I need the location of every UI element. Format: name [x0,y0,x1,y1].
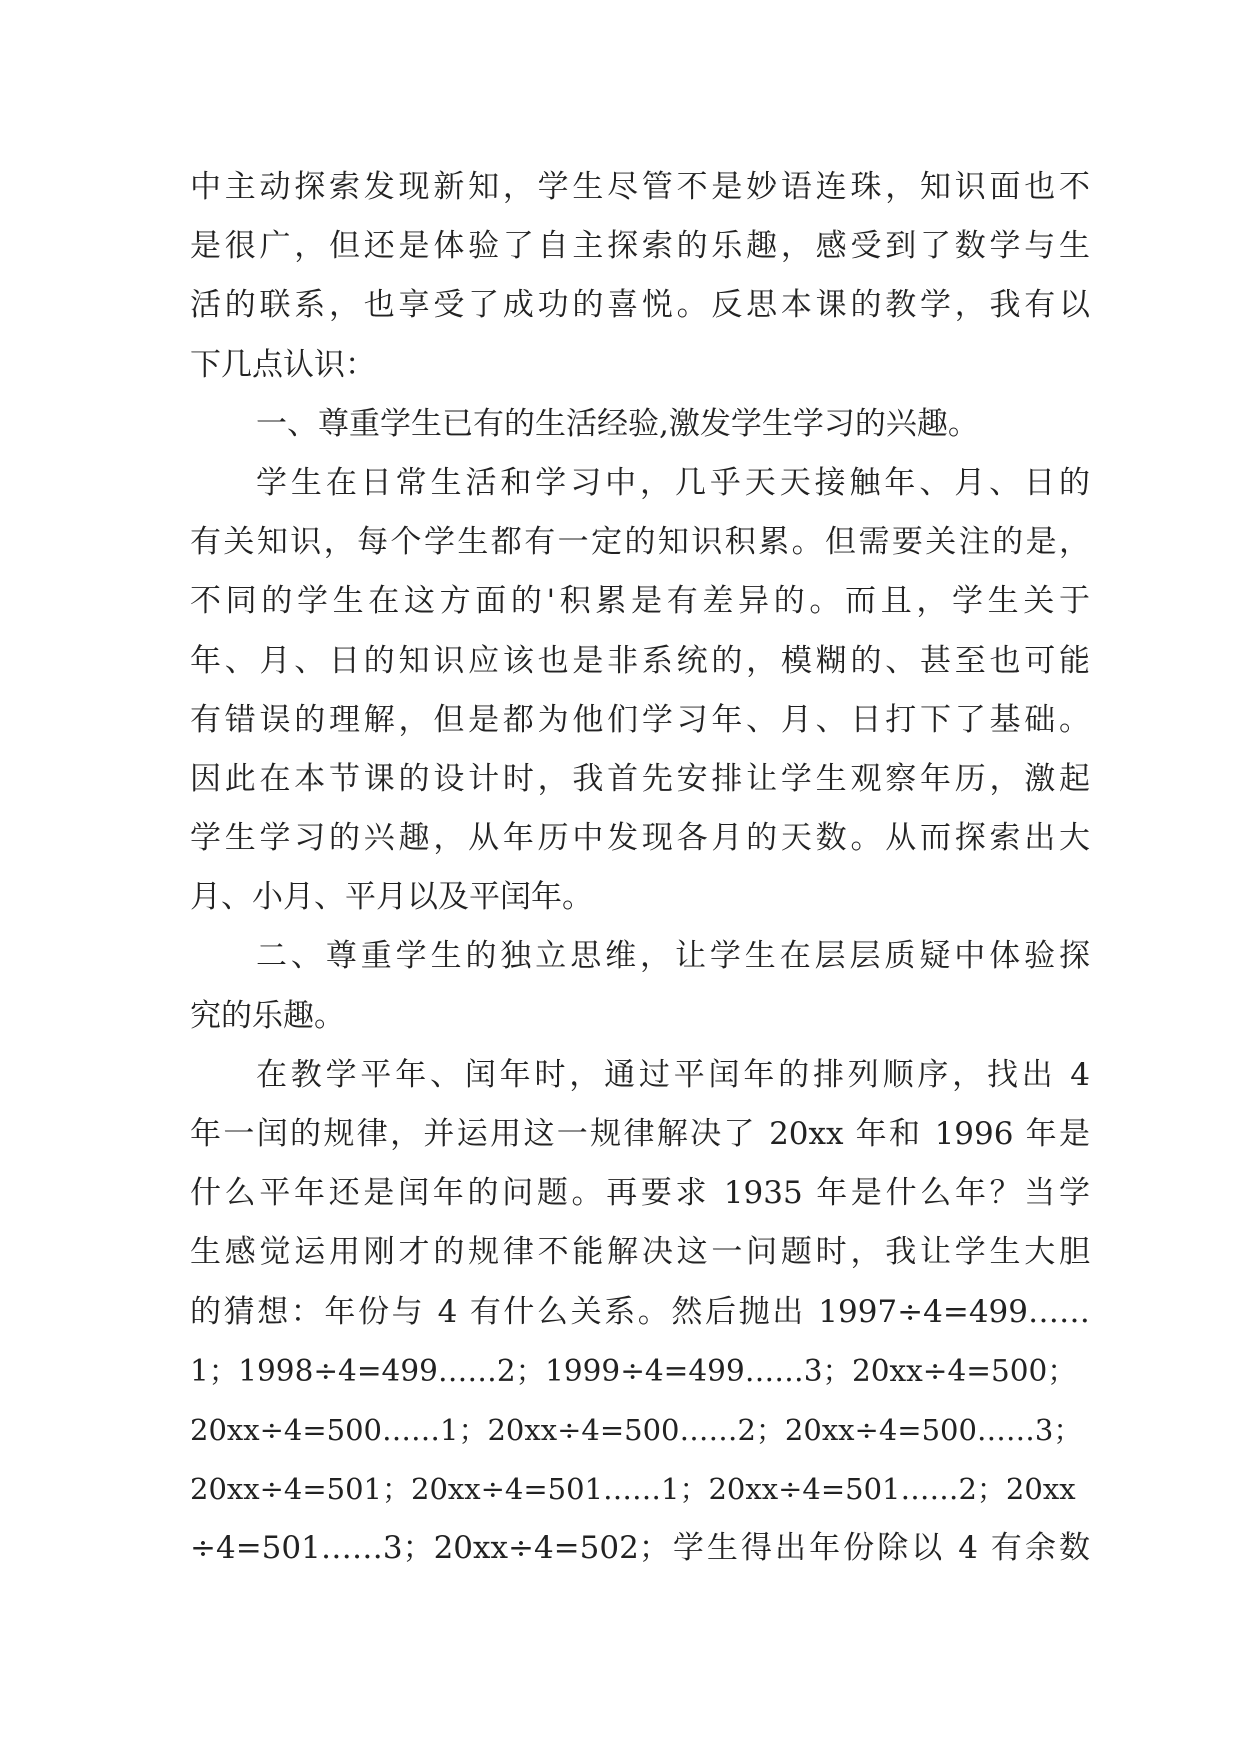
text-line: 年、月、日的知识应该也是非系统的，模糊的、甚至也可能 [190,642,1090,679]
text-line: 在教学平年、闰年时，通过平闰年的排列顺序，找出 4 [256,1056,1090,1093]
text-line: 下几点认识： [190,346,376,383]
text-line: 究的乐趣。 [190,997,345,1034]
text-line: 20xx÷4=500……1；20xx÷4=500……2；20xx÷4=500……3； [190,1412,1083,1447]
text-line: 月、小月、平月以及平闰年。 [190,879,593,916]
text-line: 1；1998÷4=499……2；1999÷4=499……3；20xx÷4=500； [190,1353,1077,1388]
text-line: 活的联系，也享受了成功的喜悦。反思本课的教学，我有以 [190,287,1090,324]
text-line: 中主动探索发现新知，学生尽管不是妙语连珠，知识面也不 [190,169,1090,205]
text-line: ÷4=501……3；20xx÷4=502；学生得出年份除以 4 有余数 [190,1530,1090,1567]
text-line: 二、尊重学生的独立思维，让学生在层层质疑中体验探 [256,938,1090,975]
text-line: 学生在日常生活和学习中，几乎天天接触年、月、日的 [256,464,1090,501]
text-line: 学生学习的兴趣，从年历中发现各月的天数。从而探索出大 [190,820,1090,857]
text-line: 一、尊重学生已有的生活经验,激发学生学习的兴趣。 [256,405,979,442]
text-line: 什么平年还是闰年的问题。再要求 1935 年是什么年？当学 [190,1175,1090,1212]
text-line: 是很广，但还是体验了自主探索的乐趣，感受到了数学与生 [190,228,1090,265]
text-line: 有错误的理解，但是都为他们学习年、月、日打下了基础。 [190,701,1090,738]
body-text [190,158,1090,1579]
text-line: 不同的学生在这方面的'积累是有差异的。而且，学生关于 [190,583,1090,620]
text-line: 20xx÷4=501；20xx÷4=501……1；20xx÷4=501……2；20xx [190,1472,1076,1507]
text-line: 的猜想：年份与 4 有什么关系。然后抛出 1997÷4=499…… [190,1293,1090,1330]
text-line: 年一闰的规律，并运用这一规律解决了 20xx 年和 1996 年是 [190,1116,1090,1152]
text-line: 生感觉运用刚才的规律不能解决这一问题时，我让学生大胆 [190,1234,1090,1271]
text-line: 有关知识，每个学生都有一定的知识积累。但需要关注的是， [190,524,1090,561]
text-line: 因此在本节课的设计时，我首先安排让学生观察年历，激起 [190,760,1090,797]
